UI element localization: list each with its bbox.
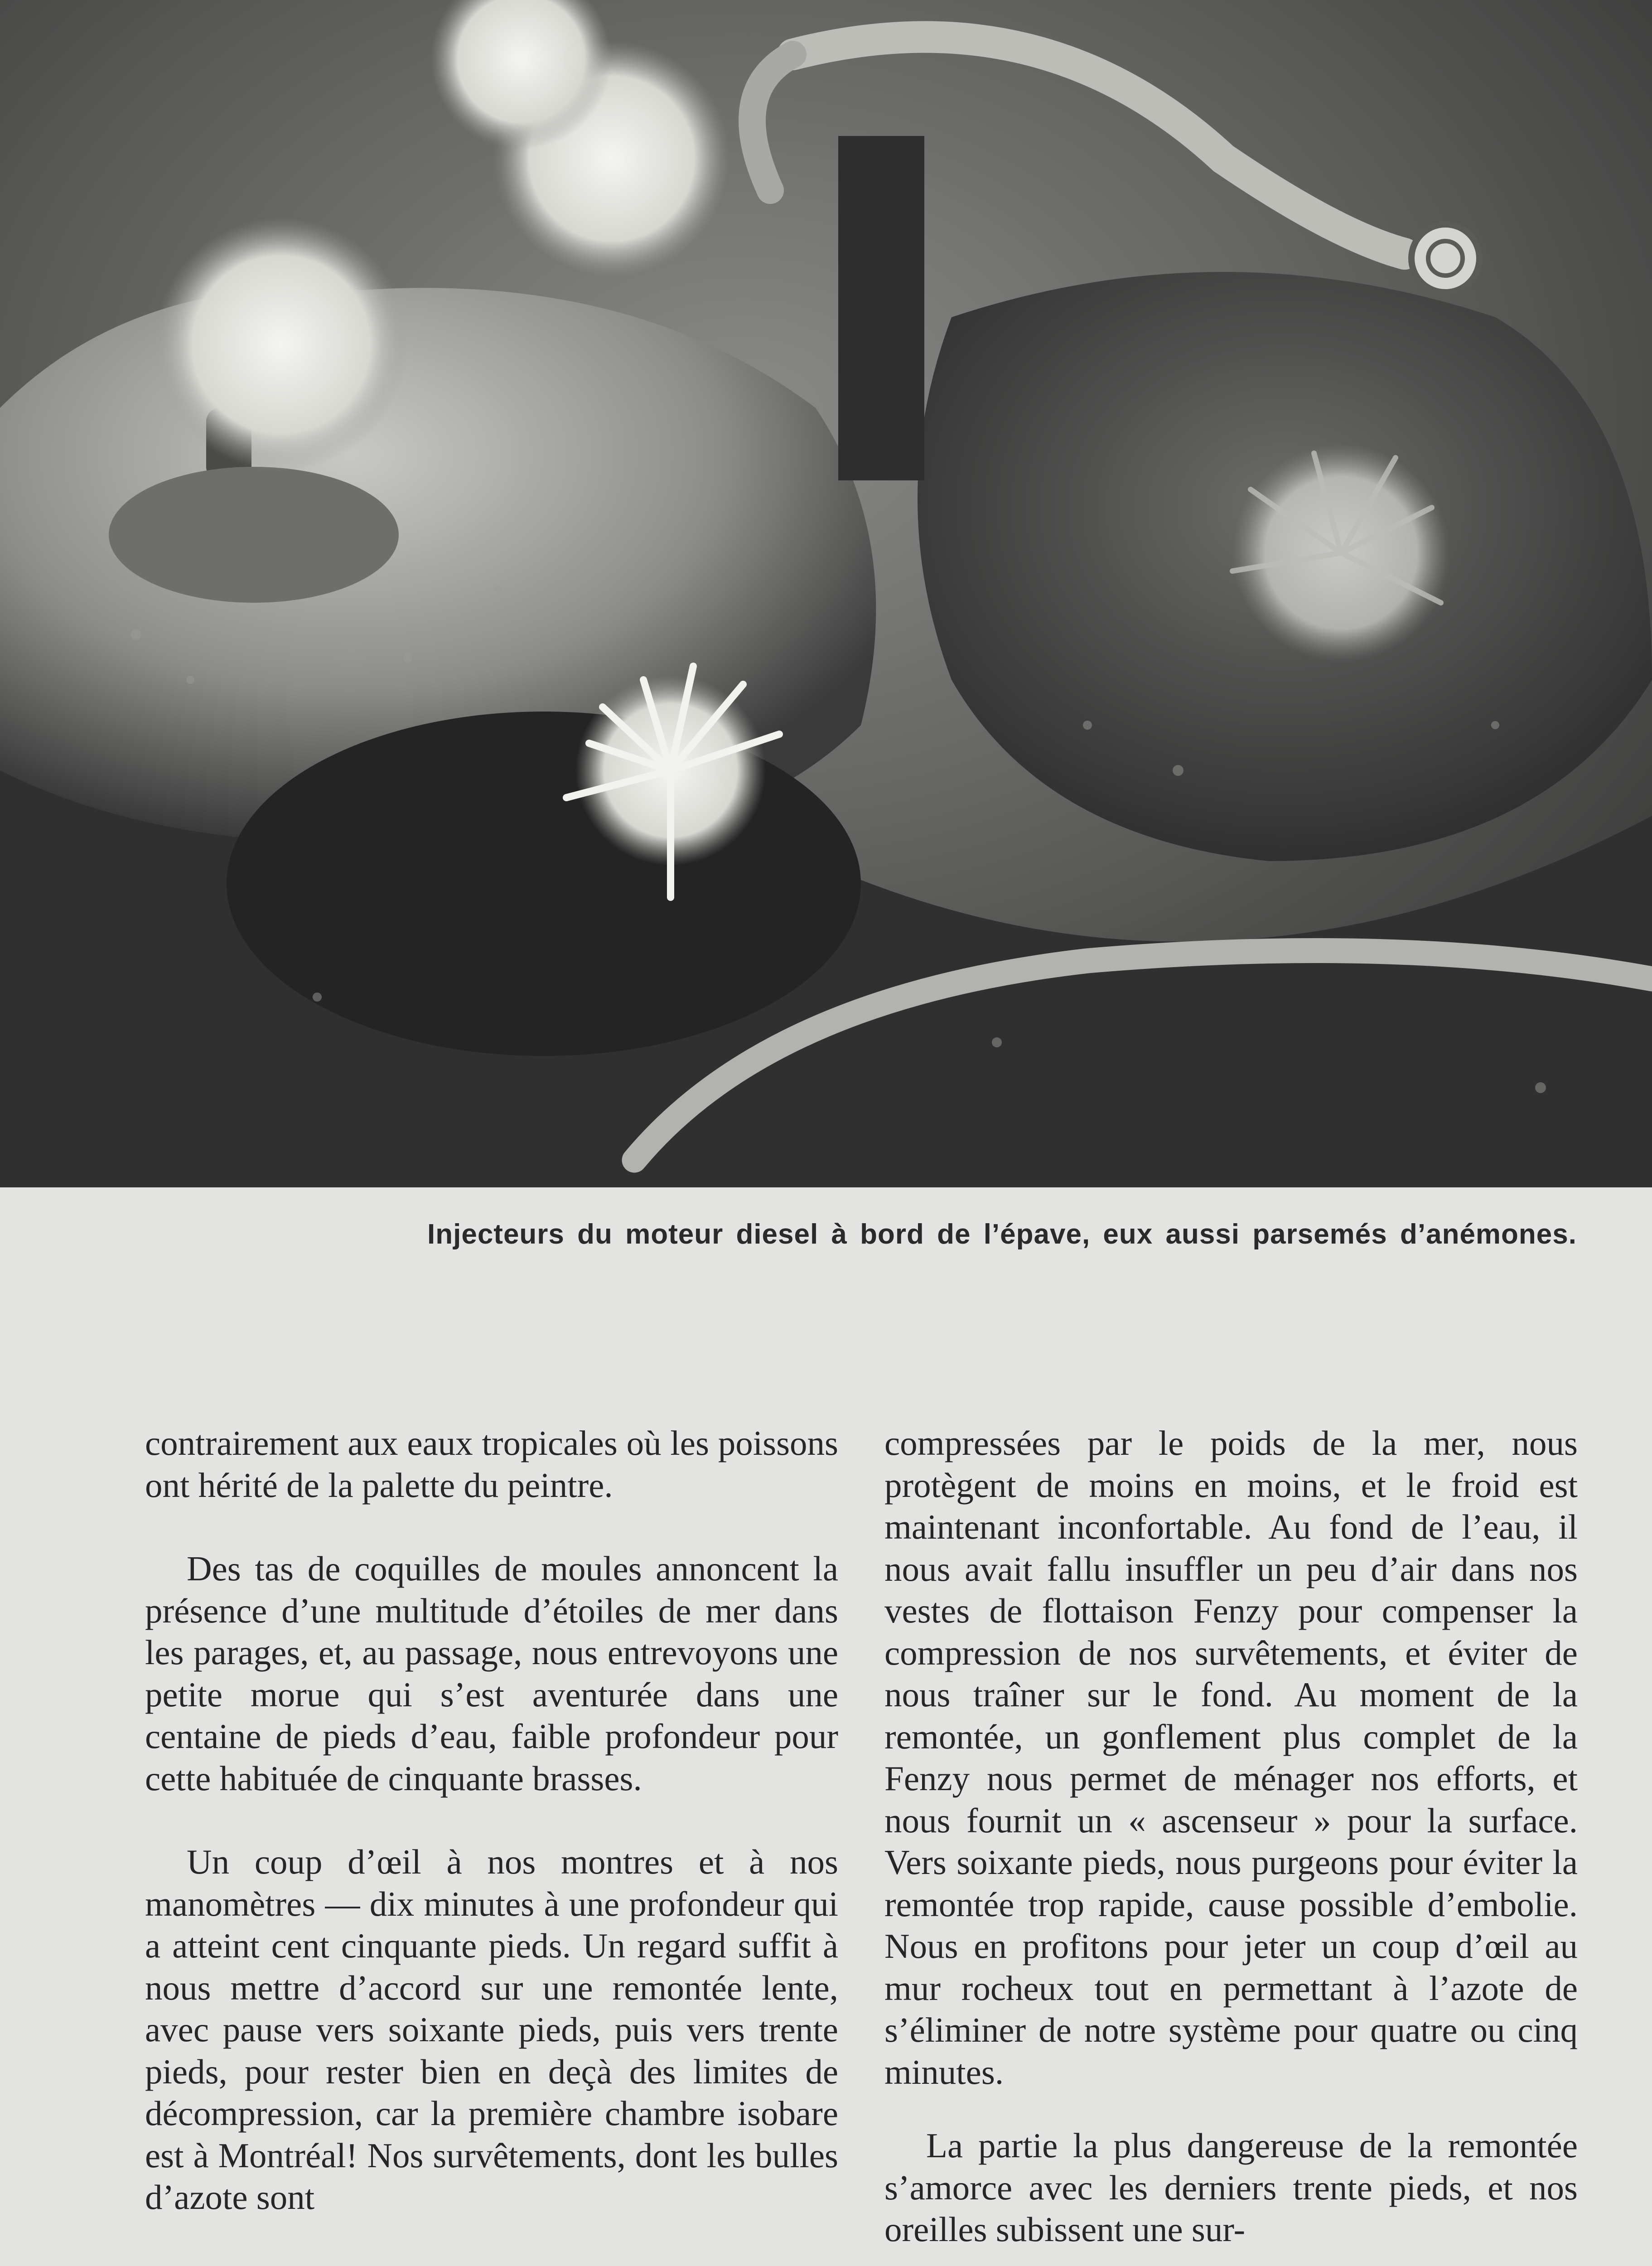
paragraph: La partie la plus dangereuse de la remontée s’amorce avec les derniers trente pieds, et nos oreilles subissent une sur- (884, 2126, 1578, 2249)
paragraph: contrairement aux eaux tropicales où les poissons ont hérité de la palette du peintre. (145, 1424, 838, 1505)
paragraph: compressées par le poids de la mer, nous protègent de moins en moins, et le froid est maintenant inconfortable. Au fond de l’eau, il nous avait fallu insuffler un peu d’air dans nos vestes de flottaison Fenzy pour compenser la compression de nos survêtements, et éviter de nous traîner sur le fond. Au moment de la remontée, un gonflement plus complet de la Fenzy nous permet de ménager nos efforts, et nous fournit un « ascenseur » pour la surface. Vers soixante pieds, nous purgeons pour éviter la remontée trop rapide, cause possible d’embolie. Nous en profitons pour jeter un coup d’œil au mur rocheux tout en permettant à l’azote de s’éliminer de notre système pour quatre ou cinq minutes. (884, 1424, 1578, 2092)
paragraph: Un coup d’œil à nos montres et à nos manomètres — dix minutes à une profondeur qui a atteint cent cinquante pieds. Un regard suffit à nous mettre d’accord sur une remontée lente, avec pause vers soixante pieds, puis vers trente pieds, pour rester bien en deçà des limites de décompression, car la première chambre isobare est à Montréal! Nos survêtements, dont les bulles d’azote sont (145, 1842, 838, 2217)
photo-caption: Injecteurs du moteur diesel à bord de l’épave, eux aussi parsemés d’anémones. (427, 1219, 1577, 1250)
article-column-right (884, 1422, 1578, 2266)
paragraph: Des tas de coquilles de moules annoncent la présence d’une multitude d’étoiles de mer dans les parages, et, au passage, nous entrevoyons une petite morue qui s’est aventurée dans une centaine de pieds d’eau, faible profondeur pour cette habituée de cinquante brasses. (145, 1549, 838, 1798)
article-column-left (145, 1422, 838, 2260)
